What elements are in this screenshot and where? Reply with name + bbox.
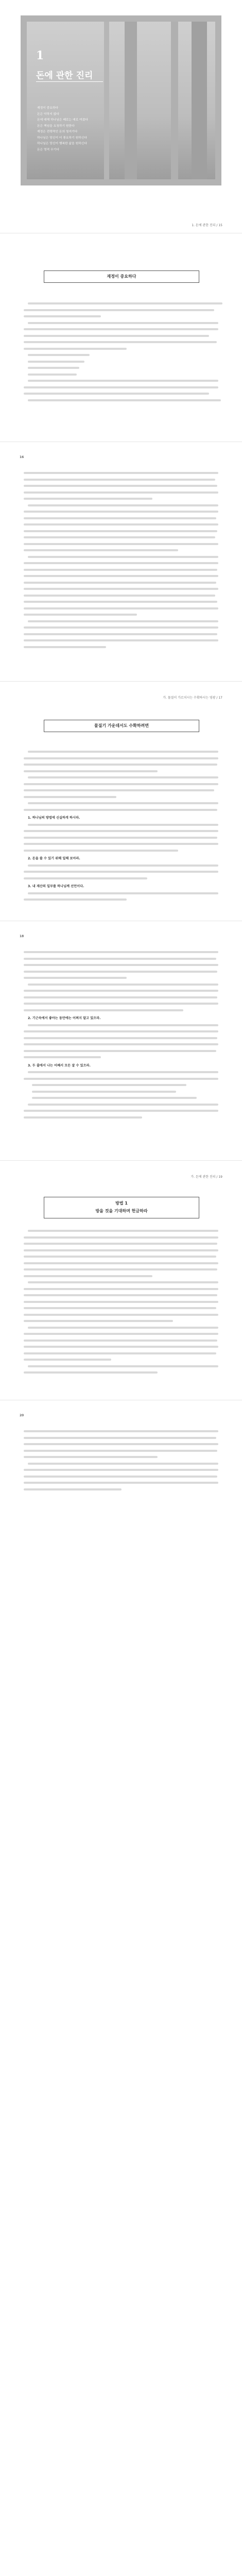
text-line [28, 776, 218, 778]
text-line [24, 1050, 216, 1052]
text-line [24, 1256, 216, 1258]
contents-item: 돈은 책임을 요청하기 원한다 [37, 124, 75, 128]
contents-item: 재정이 중요하다 [37, 107, 59, 110]
point-heading: 1. 하나님의 방법에 신실하게 하시라. [28, 816, 80, 820]
text-line [24, 1314, 218, 1316]
text-line [24, 837, 217, 839]
text-line [24, 1359, 111, 1361]
text-line [28, 1230, 218, 1232]
text-line [24, 1307, 216, 1309]
text-line [24, 1320, 173, 1322]
text-line [24, 996, 217, 998]
text-line [24, 479, 215, 481]
text-line [24, 341, 217, 343]
text-line [24, 536, 215, 538]
page-separator [0, 681, 242, 688]
text-line [24, 639, 218, 641]
chapter-title: 돈에 관한 진리 [36, 71, 93, 81]
text-line [24, 1043, 218, 1045]
text-line [24, 1482, 218, 1484]
text-line [24, 830, 218, 832]
page-separator [0, 921, 242, 928]
tree-trunk-shape [192, 22, 207, 179]
text-line [24, 1443, 218, 1445]
contents-item: 돈에 대해 하나님은 때로는 예로 여겼다 [37, 118, 88, 122]
text-line [24, 1116, 142, 1118]
text-line [24, 871, 218, 873]
text-line [28, 1024, 218, 1026]
text-line [24, 549, 178, 551]
text-line [24, 485, 217, 487]
text-line [28, 302, 222, 304]
text-line [24, 633, 217, 635]
chapter-number: 1 [36, 49, 44, 62]
page-separator [0, 1160, 242, 1167]
text-line [24, 472, 218, 474]
text-line [28, 751, 218, 753]
text-line [24, 1262, 218, 1264]
text-line [24, 511, 218, 513]
contents-item: 하나님은 당신이 행복한 삶을 원하신다 [37, 142, 87, 145]
text-line [24, 614, 137, 616]
point-heading: 3. 내 재산의 일부를 하나님께 선언이다. [28, 885, 84, 888]
text-line [28, 1327, 218, 1329]
text-line [24, 575, 218, 577]
text-line [24, 1430, 218, 1432]
text-line [28, 620, 218, 622]
text-line [28, 1281, 218, 1283]
text-line [24, 843, 218, 845]
text-line [24, 393, 209, 395]
running-head: 가. 돈에 관한 진리 / 19 [191, 1175, 222, 1179]
text-line [24, 1037, 217, 1039]
text-line [24, 1078, 218, 1080]
text-line [24, 1275, 152, 1277]
point-heading: 2. 기근속에서 좋아는 동만에는 어쩌지 말고 있으라. [28, 1016, 101, 1020]
text-line [24, 850, 178, 852]
text-line [24, 899, 127, 901]
text-line [24, 964, 218, 966]
tree-trunk-shape [125, 22, 137, 179]
contents-item: 재정은 전략적인 돈의 청지기다 [37, 130, 78, 133]
text-line [24, 348, 127, 350]
text-line [24, 1243, 217, 1245]
text-line [24, 809, 217, 811]
page-separator [0, 1400, 242, 1407]
text-line [24, 582, 216, 584]
page-number: 16 [20, 455, 24, 459]
chapter-banner-image [27, 22, 215, 179]
body-text [24, 949, 218, 1123]
text-line [24, 607, 218, 609]
text-line [28, 1365, 218, 1367]
point-heading: 3. 두 줄에서 나는 어째서 모든 잘 수 있으라. [28, 1063, 91, 1067]
text-line [24, 1469, 218, 1471]
page-separator [0, 442, 242, 449]
text-line [28, 556, 218, 558]
text-line [24, 543, 218, 545]
bullet-line [32, 1091, 176, 1093]
body-text [24, 300, 218, 405]
chapter-contents-list [35, 106, 88, 153]
text-line [24, 1249, 218, 1251]
text-line [28, 504, 218, 506]
text-line [24, 1333, 218, 1335]
text-line [24, 1288, 218, 1290]
page-section-start [0, 240, 242, 442]
text-line [24, 315, 101, 317]
contents-item: 돈은 악하지 않다 [37, 112, 59, 116]
text-line [24, 764, 217, 766]
text-line [28, 824, 218, 826]
method-subtitle: 방을 것을 기대하며 헌금하라 [95, 1209, 148, 1213]
text-line [24, 1301, 218, 1303]
page-method-1 [0, 1167, 242, 1400]
text-line [24, 1346, 218, 1348]
text-line [24, 588, 218, 590]
page-body-text [0, 448, 242, 681]
text-line [24, 1003, 218, 1005]
text-line [24, 1268, 217, 1270]
text-line [24, 562, 218, 564]
text-line [24, 877, 147, 879]
text-line [24, 530, 217, 532]
text-line [28, 892, 218, 894]
point-heading: 2. 돈을 쓸 수 있기 위해 일해 보아라. [28, 857, 80, 860]
text-line [24, 626, 218, 629]
tree-trunk-shape [171, 22, 178, 179]
running-head: 1. 돈에 관한 진리 / 15 [192, 224, 222, 227]
text-line [28, 354, 90, 356]
chapter-title-underline [36, 81, 103, 82]
text-line [24, 328, 218, 330]
text-line [28, 1463, 218, 1465]
text-line [28, 984, 218, 986]
text-line [24, 1340, 217, 1342]
text-line [24, 1371, 158, 1374]
text-line [28, 1071, 218, 1073]
body-text [24, 1228, 218, 1378]
text-line [24, 971, 217, 973]
text-line [24, 1030, 218, 1032]
method-number: 방법 1 [115, 1201, 128, 1206]
text-line [24, 569, 217, 571]
body-text [24, 749, 218, 905]
text-line [24, 646, 106, 648]
text-line [28, 374, 77, 376]
body-text [24, 1428, 218, 1495]
body-text [24, 470, 218, 652]
text-line [24, 386, 218, 388]
text-line [24, 1352, 216, 1354]
text-line [24, 1450, 217, 1452]
text-line [24, 958, 216, 960]
text-line [24, 1437, 216, 1439]
page-separator [0, 233, 242, 240]
blank-canvas [0, 1639, 242, 2576]
method-title-box [44, 1197, 199, 1218]
contents-item: 하나님은 당신이 더 풍요하기 원하신다 [37, 136, 87, 140]
text-line [24, 990, 218, 992]
text-line [24, 523, 218, 526]
text-line [24, 1009, 183, 1011]
section-title-box: 물질기 가운데서도 수확하려면 [44, 720, 199, 732]
text-line [28, 367, 79, 369]
text-line [24, 770, 158, 772]
text-line [24, 498, 152, 500]
contents-item: 돈은 영적 무기다 [37, 148, 59, 151]
section-title-box: 재정이 중요하다 [44, 270, 199, 283]
text-line [24, 595, 215, 597]
text-line [28, 380, 218, 382]
page-body-text-3 [0, 1406, 242, 1639]
text-line [24, 757, 218, 759]
text-line [24, 783, 218, 785]
text-line [24, 1488, 122, 1490]
text-line [24, 1294, 217, 1296]
running-head: 가. 물질이 가르치시는 수확하시는 영광 / 17 [163, 696, 222, 700]
text-line [24, 517, 216, 519]
text-line [24, 796, 116, 798]
text-line [28, 1104, 218, 1106]
text-line [24, 601, 217, 603]
text-line [28, 802, 218, 804]
bullet-line [32, 1097, 197, 1099]
text-line [24, 1456, 158, 1458]
page-number: 18 [20, 935, 24, 938]
text-line [24, 789, 214, 791]
text-line [28, 361, 84, 363]
text-line [24, 1110, 218, 1112]
text-line [28, 399, 221, 401]
page-number: 20 [20, 1414, 24, 1417]
page-harvest-section [0, 688, 242, 921]
text-line [28, 322, 218, 324]
text-line [24, 492, 218, 494]
text-line [24, 977, 127, 979]
text-line [24, 1476, 217, 1478]
bullet-line [32, 1084, 186, 1086]
text-line [24, 1236, 218, 1239]
text-line [28, 865, 218, 867]
text-line [24, 951, 218, 953]
tree-trunk-shape [104, 22, 109, 179]
page-body-text-2 [0, 927, 242, 1160]
text-line [24, 1056, 101, 1058]
text-line [24, 335, 209, 337]
text-line [24, 309, 214, 311]
page-chapter-opener [0, 0, 242, 233]
